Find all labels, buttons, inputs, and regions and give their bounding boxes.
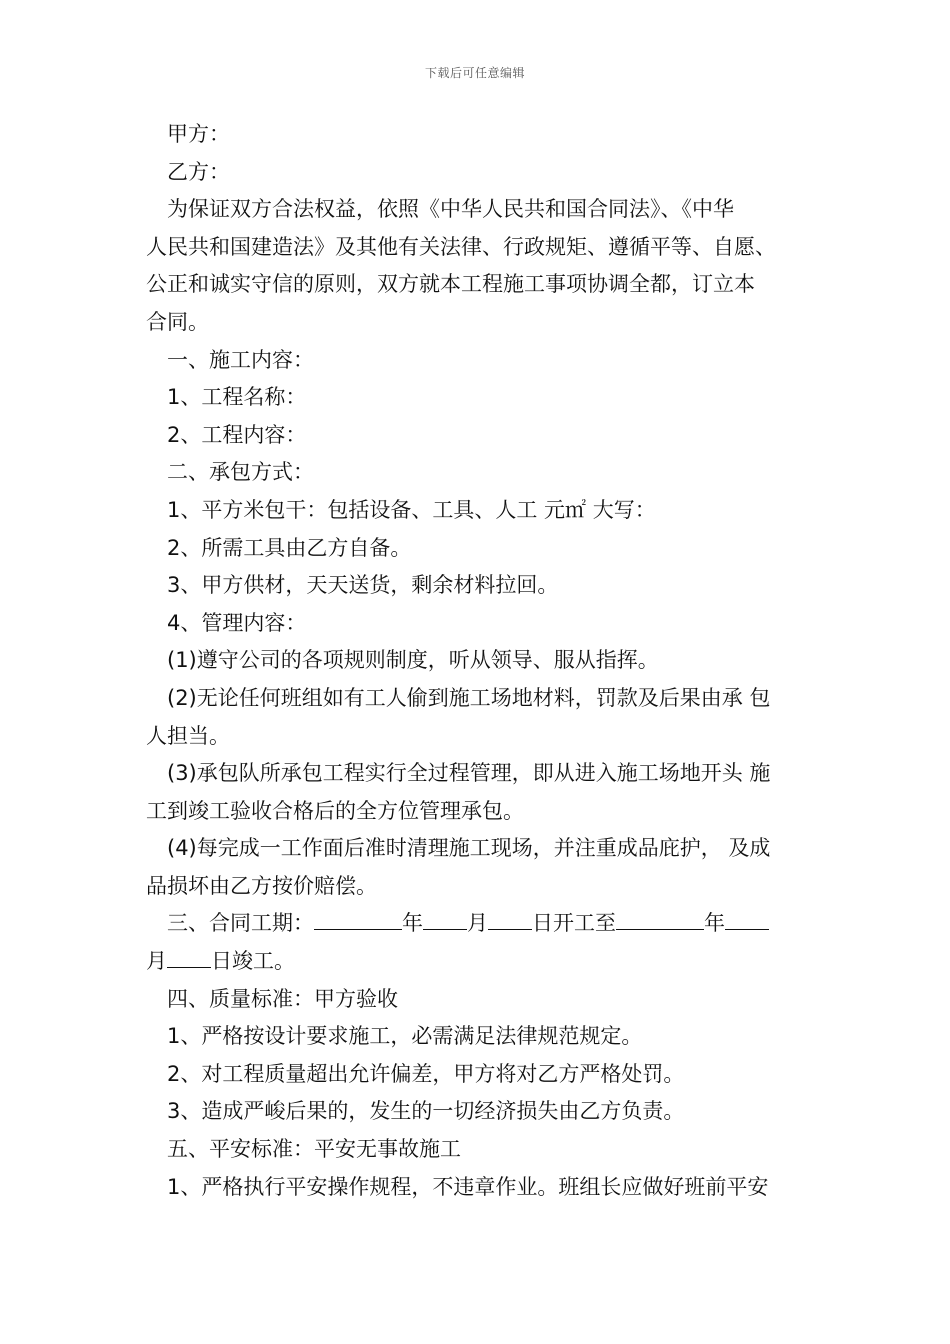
sub-item: (4)每完成一工作面后准时清理施工现场，并注重成品庇护， 及成 bbox=[167, 836, 771, 861]
end-day-blank[interactable] bbox=[167, 945, 211, 968]
preamble-line: 为保证双方合法权益，依照《中华人民共和国合同法》、《中华 bbox=[167, 197, 734, 222]
section-title: 一、施工内容： bbox=[167, 347, 314, 372]
section-title: 四、质量标准：甲方验收 bbox=[167, 986, 398, 1011]
sub-item: (2)无论任何班组如有工人偷到施工场地材料，罚款及后果由承 包 bbox=[167, 685, 771, 710]
page-header-note: 下载后可任意编辑 bbox=[424, 66, 525, 80]
start-month-blank[interactable] bbox=[423, 907, 467, 930]
party-a-line: 甲方： bbox=[167, 122, 230, 146]
section-title: 三、合同工期： bbox=[167, 911, 314, 936]
list-item: 2、对工程质量超出允许偏差，甲方将对乙方严格处罚。 bbox=[167, 1061, 685, 1086]
month-label: 月 bbox=[146, 949, 167, 974]
preamble-line: 公正和诚实守信的原则，双方就本工程施工事项协调全都，订立本 bbox=[146, 272, 755, 297]
year-label: 年 bbox=[402, 911, 423, 936]
sub-item: (3)承包队所承包工程实行全过程管理，即从进入施工场地开头 施 bbox=[167, 761, 771, 786]
party-b-line: 乙方： bbox=[167, 159, 230, 184]
end-month-blank[interactable] bbox=[725, 907, 769, 930]
sub-item-continued: 品损坏由乙方按价赔偿。 bbox=[146, 873, 377, 898]
day-label: 日开工至 bbox=[532, 911, 616, 936]
contract-body bbox=[146, 116, 814, 1206]
list-item: 3、甲方供材，天天送货，剩余材料拉回。 bbox=[167, 573, 559, 598]
list-item: 3、造成严峻后果的，发生的一切经济损失由乙方负责。 bbox=[167, 1099, 685, 1124]
preamble-line: 人民共和国建造法》及其他有关法律、行政规矩、遵循平等、自愿、 bbox=[146, 234, 776, 259]
contract-period-line-continued bbox=[146, 943, 814, 981]
list-item: 2、所需工具由乙方自备。 bbox=[167, 535, 412, 560]
contract-period-line bbox=[146, 905, 814, 943]
list-item: 1、平方米包干：包括设备、工具、人工 元㎡ 大写： bbox=[167, 497, 656, 522]
list-item: 1、工程名称： bbox=[167, 385, 307, 410]
list-item: 1、严格按设计要求施工，必需满足法律规范规定。 bbox=[167, 1024, 643, 1049]
sub-item: (1)遵守公司的各项规则制度，听从领导、服从指挥。 bbox=[167, 648, 659, 673]
month-label: 月 bbox=[467, 911, 488, 936]
year-label: 年 bbox=[704, 911, 725, 936]
list-item: 1、严格执行平安操作规程，不违章作业。班组长应做好班前平安 bbox=[167, 1174, 769, 1199]
start-year-blank[interactable] bbox=[314, 907, 402, 930]
preamble-line: 合同。 bbox=[146, 309, 209, 334]
end-year-blank[interactable] bbox=[616, 907, 704, 930]
start-day-blank[interactable] bbox=[488, 907, 532, 930]
sub-item-continued: 工到竣工验收合格后的全方位管理承包。 bbox=[146, 798, 524, 823]
list-item: 2、工程内容： bbox=[167, 422, 307, 447]
sub-item-continued: 人担当。 bbox=[146, 723, 230, 748]
section-title: 二、承包方式： bbox=[167, 460, 314, 485]
list-item: 4、管理内容： bbox=[167, 610, 307, 635]
day-label: 日竣工。 bbox=[211, 949, 295, 974]
section-title: 五、平安标准：平安无事故施工 bbox=[167, 1137, 461, 1162]
